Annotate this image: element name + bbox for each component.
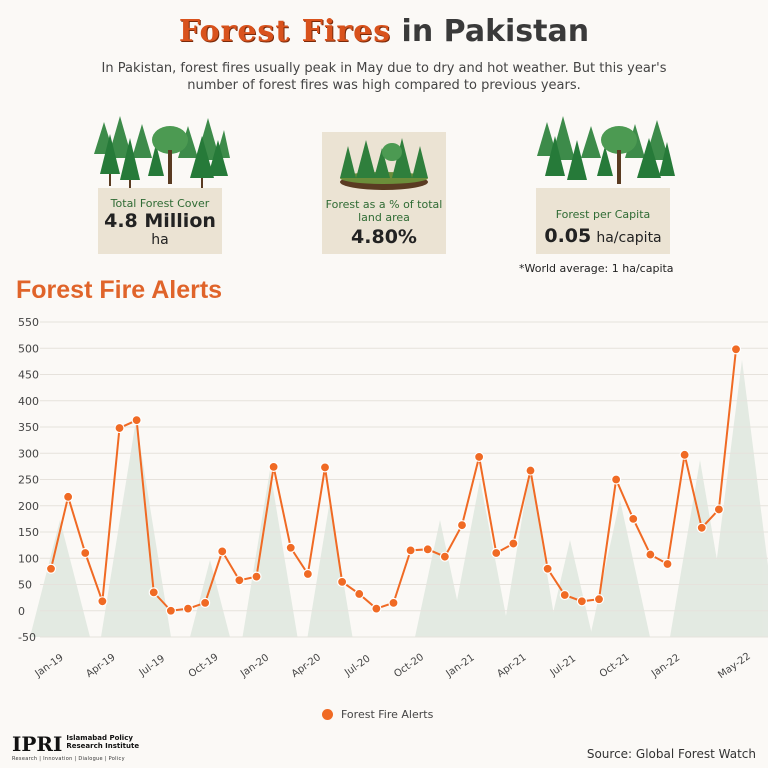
data-point — [458, 521, 467, 530]
data-point — [492, 549, 501, 558]
data-point — [132, 416, 141, 425]
x-tick-label: Jul-20 — [343, 653, 373, 679]
x-tick-label: Jan-21 — [444, 652, 477, 680]
data-point — [440, 552, 449, 561]
data-point — [269, 462, 278, 471]
legend-marker — [322, 709, 333, 720]
x-tick-label: Apr-21 — [495, 651, 529, 680]
data-point — [732, 345, 741, 354]
data-point — [115, 424, 124, 433]
data-point — [235, 576, 244, 585]
y-tick-label: 200 — [18, 499, 39, 513]
x-tick-label: Oct-19 — [186, 651, 221, 681]
data-point — [98, 597, 107, 606]
data-point — [201, 598, 210, 607]
data-point — [509, 539, 518, 548]
data-point — [149, 588, 158, 597]
data-point — [286, 543, 295, 552]
logo-line1: Islamabad Policy — [66, 734, 133, 742]
stat-unit: ha/capita — [596, 230, 662, 246]
world-average-note: *World average: 1 ha/capita — [519, 262, 674, 275]
y-tick-label: 50 — [18, 578, 32, 592]
data-point — [423, 545, 432, 554]
data-point — [577, 597, 586, 606]
data-point — [697, 523, 706, 532]
legend-label: Forest Fire Alerts — [341, 708, 434, 721]
y-tick-label: 300 — [18, 447, 39, 461]
data-point — [184, 604, 193, 613]
stat-unit: ha — [151, 232, 169, 248]
data-point — [714, 505, 723, 514]
chart-title: Forest Fire Alerts — [16, 276, 223, 304]
stat-label: Total Forest Cover — [110, 197, 210, 210]
chart-legend — [322, 708, 433, 721]
y-tick-label: 150 — [18, 526, 39, 539]
data-point — [475, 452, 484, 461]
data-point — [560, 591, 569, 600]
page-title: Forest Fires in Pakistan — [178, 14, 590, 49]
data-point — [64, 492, 73, 501]
data-point — [321, 463, 330, 472]
y-tick-label: 450 — [18, 368, 39, 382]
y-tick-label: 500 — [18, 342, 39, 356]
x-tick-label: Jan-20 — [238, 652, 272, 680]
data-point — [663, 560, 672, 569]
y-tick-label: 100 — [18, 552, 39, 566]
data-point — [252, 572, 261, 581]
stat-value: 4.80% — [351, 226, 417, 248]
y-tick-label: 350 — [18, 421, 39, 434]
data-point — [389, 598, 398, 607]
logo-text: IPRI — [12, 732, 63, 756]
x-tick-label: Oct-20 — [392, 651, 427, 681]
stat-label: Forest as a % of total land area — [325, 198, 443, 224]
y-tick-label: -50 — [18, 631, 36, 644]
ipri-logo — [12, 732, 140, 762]
stat-value: 0.05 — [544, 225, 592, 247]
logo-tagline: Research | Innovation | Dialogue | Policy — [12, 756, 125, 762]
data-point — [81, 549, 90, 558]
y-tick-label: 400 — [18, 394, 39, 408]
x-tick-label: Oct-21 — [597, 651, 632, 681]
data-point — [595, 595, 604, 604]
data-point — [629, 514, 638, 523]
data-point — [612, 475, 621, 484]
data-point — [166, 606, 175, 615]
page-subtitle: In Pakistan, forest fires usually peak in May due to dry and hot weather. But this year's number of forest fires was high compared to previous years. — [101, 61, 667, 93]
source-note: Source: Global Forest Watch — [586, 747, 756, 761]
logo-line2: Research Institute — [66, 742, 140, 750]
data-point — [218, 547, 227, 556]
stat-value: 4.8 Million — [104, 210, 216, 232]
x-tick-label: Jan-22 — [649, 652, 683, 680]
background-trees — [30, 360, 768, 637]
data-point — [680, 450, 689, 459]
x-axis — [33, 651, 753, 681]
x-tick-label: Apr-20 — [289, 651, 324, 680]
data-point — [646, 550, 655, 559]
y-tick-label: 0 — [18, 604, 25, 618]
data-point — [303, 570, 312, 579]
data-point — [543, 564, 552, 573]
x-tick-label: Jan-19 — [33, 652, 66, 680]
data-point — [406, 546, 415, 555]
x-tick-label: Jul-21 — [548, 653, 579, 679]
x-tick-label: Apr-19 — [84, 651, 118, 680]
data-point — [338, 577, 347, 586]
y-tick-label: 250 — [18, 473, 39, 487]
data-point — [47, 564, 56, 573]
y-tick-label: 550 — [18, 316, 39, 329]
x-tick-label: Jul-19 — [137, 653, 168, 679]
data-point — [355, 589, 364, 598]
stat-label: Forest per Capita — [555, 208, 651, 221]
data-point — [526, 466, 535, 475]
data-point — [372, 604, 381, 613]
y-axis — [18, 316, 39, 644]
x-tick-label: May-22 — [716, 650, 753, 682]
